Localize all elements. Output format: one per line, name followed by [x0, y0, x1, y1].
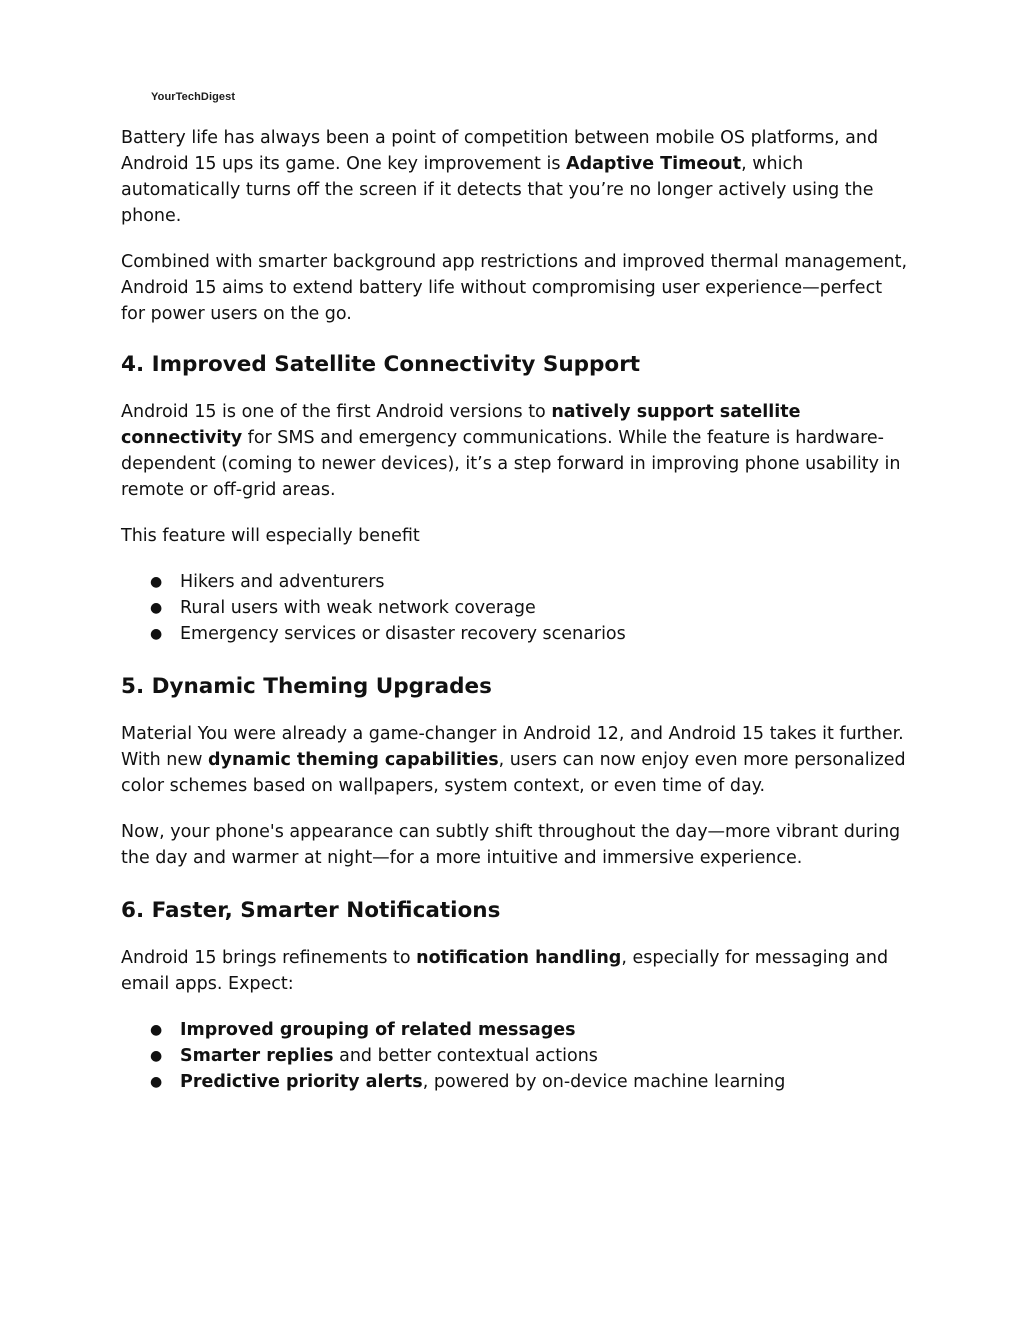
- benefit-list: [121, 569, 911, 647]
- list-item-bold: Predictive priority alerts: [180, 1072, 423, 1092]
- section-heading-4: 4. Improved Satellite Connectivity Support: [121, 352, 641, 377]
- section-heading-5: 5. Dynamic Theming Upgrades: [121, 674, 492, 699]
- bullet-icon: ●: [150, 626, 163, 642]
- section5-paragraph-1: [121, 721, 911, 799]
- section-heading-6: 6. Faster, Smarter Notifications: [121, 898, 501, 923]
- list-item: [121, 1069, 911, 1095]
- intro-paragraph-2: Combined with smarter background app restrictions and improved thermal management, Android 15 aims to extend battery life without compromising user experience—perfect for power users on the go.: [121, 252, 908, 324]
- list-item: [121, 595, 911, 621]
- list-item: [121, 621, 911, 647]
- section4-paragraph-2: This feature will especially benefit: [121, 526, 420, 546]
- notification-feature-list: [121, 1017, 911, 1095]
- bold-text: natively support satellite connectivity: [121, 402, 801, 448]
- list-item-text: , powered by on-device machine learning: [422, 1072, 786, 1092]
- text-span: Battery life has always been a point of competition between mobile OS platforms, and Android 15 ups its game. One key improvement is: [121, 128, 879, 174]
- list-item: [121, 1017, 911, 1043]
- bold-text: notification handling: [416, 948, 622, 968]
- text-span: , which automatically turns off the screen if it detects that you’re no longer actively using the phone.: [121, 154, 874, 226]
- list-item-text: Hikers and adventurers: [180, 572, 385, 592]
- bullet-icon: ●: [150, 1074, 163, 1090]
- section5-paragraph-2: Now, your phone's appearance can subtly shift throughout the day—more vibrant during the day and warmer at night—for a more intuitive and immersive experience.: [121, 822, 901, 868]
- article-body: [121, 125, 911, 1115]
- bullet-icon: ●: [150, 574, 163, 590]
- site-logo: YourTechDigest: [151, 91, 236, 103]
- list-item-text: Rural users with weak network coverage: [180, 598, 536, 618]
- list-item-bold: Smarter replies: [180, 1046, 334, 1066]
- text-span: Android 15 is one of the first Android versions to: [121, 402, 552, 422]
- text-span: Material You were already a game-changer in Android 12, and Android 15 takes it further. With new: [121, 724, 904, 770]
- bullet-icon: ●: [150, 1022, 163, 1038]
- list-item-text: and better contextual actions: [333, 1046, 598, 1066]
- section4-paragraph-1: [121, 399, 911, 503]
- text-span: , users can now enjoy even more personalized color schemes based on wallpapers, system context, or even time of day.: [121, 750, 906, 796]
- list-item: [121, 1043, 911, 1069]
- list-item: [121, 569, 911, 595]
- text-span: , especially for messaging and email apps. Expect:: [121, 948, 889, 994]
- section6-paragraph-1: [121, 945, 911, 997]
- bold-text: Adaptive Timeout: [566, 154, 742, 174]
- bold-text: dynamic theming capabilities: [208, 750, 499, 770]
- bullet-icon: ●: [150, 1048, 163, 1064]
- list-item-bold: Improved grouping of related messages: [180, 1020, 576, 1040]
- text-span: for SMS and emergency communications. While the feature is hardware-dependent (coming to newer devices), it’s a step forward in improving phone usability in remote or off-grid areas.: [121, 428, 901, 500]
- intro-paragraph-1: [121, 125, 911, 229]
- bullet-icon: ●: [150, 600, 163, 616]
- text-span: Android 15 brings refinements to: [121, 948, 417, 968]
- list-item-text: Emergency services or disaster recovery scenarios: [180, 624, 626, 644]
